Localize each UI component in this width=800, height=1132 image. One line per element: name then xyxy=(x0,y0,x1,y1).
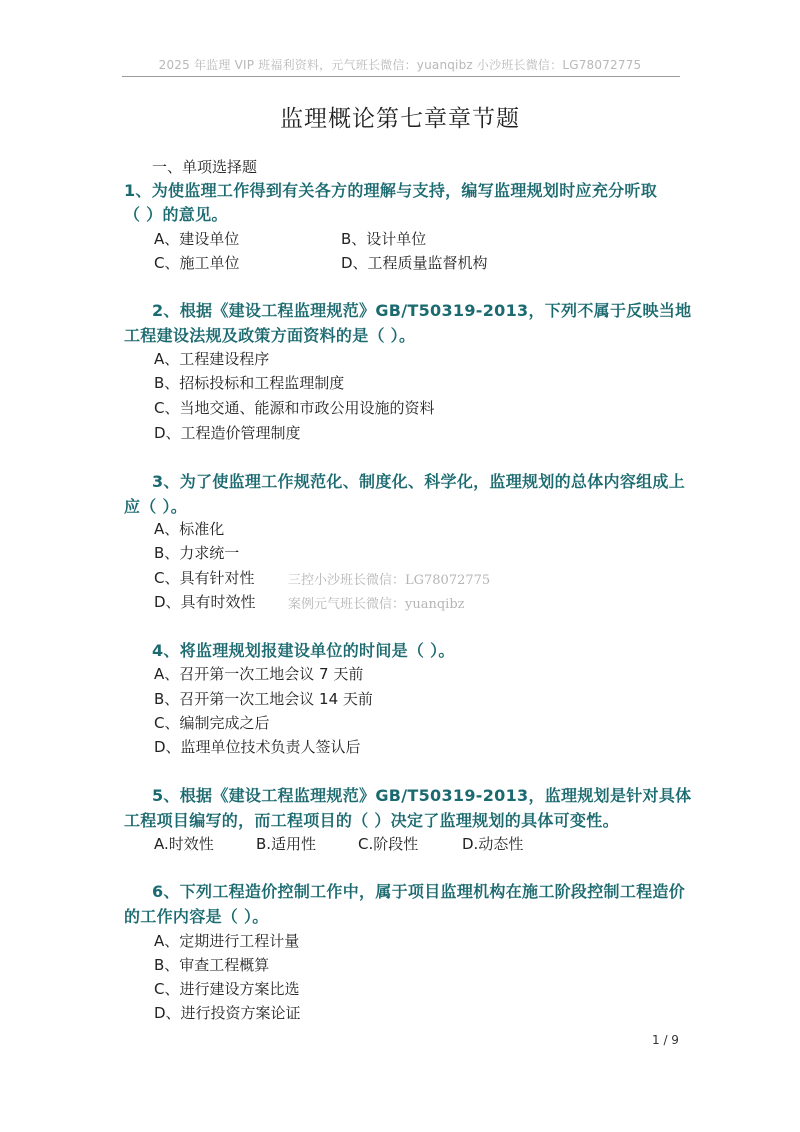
question-1-option-b: B、设计单位 xyxy=(341,230,427,248)
question-1-option-a: A、建设单位 xyxy=(154,230,240,248)
question-6-option-a: A、定期进行工程计量 xyxy=(154,932,300,950)
question-3-option-c: C、具有针对性 xyxy=(154,569,255,587)
question-3-line-1: 3、为了使监理工作规范化、制度化、科学化，监理规划的总体内容组成上 xyxy=(152,472,686,491)
watermark-text: 三控小沙班长微信：LG78072775 xyxy=(288,573,491,588)
header-divider xyxy=(122,76,680,77)
question-4-option-d: D、监理单位技术负责人签认后 xyxy=(154,738,361,756)
page-header-text: 2025 年监理 VIP 班福利资料，元气班长微信：yuanqibz 小沙班长微信：LG78072775 xyxy=(158,58,642,72)
question-2-line-2: 工程建设法规及政策方面资料的是（ ）。 xyxy=(124,326,416,345)
question-1-option-d: D、工程质量监督机构 xyxy=(341,254,488,272)
question-3-option-a: A、标准化 xyxy=(154,520,225,538)
question-3-option-d: D、具有时效性 xyxy=(154,593,256,611)
question-2-option-b: B、招标投标和工程监理制度 xyxy=(154,374,345,392)
question-2-option-c: C、当地交通、能源和市政公用设施的资料 xyxy=(154,399,435,417)
question-4-line-1: 4、将监理规划报建设单位的时间是（ ）。 xyxy=(152,641,455,660)
page-number: 1 / 9 xyxy=(652,1033,679,1047)
question-3-option-b: B、力求统一 xyxy=(154,544,240,562)
question-6-line-1: 6、下列工程造价控制工作中，属于项目监理机构在施工阶段控制工程造价 xyxy=(152,882,686,901)
question-6-line-2: 的工作内容是（ ）。 xyxy=(124,907,269,926)
question-1-option-c: C、施工单位 xyxy=(154,254,240,272)
question-5-line-1: 5、根据《建设工程监理规范》GB/T50319-2013，监理规划是针对具体 xyxy=(152,786,692,805)
question-5-option-b: B.适用性 xyxy=(256,835,317,853)
question-6-option-d: D、进行投资方案论证 xyxy=(154,1004,301,1022)
question-5-option-a: A.时效性 xyxy=(154,835,214,853)
question-1-line-1: 1、为使监理工作得到有关各方的理解与支持，编写监理规划时应充分听取 xyxy=(124,181,658,200)
question-5-line-2: 工程项目编写的，而工程项目的（ ）决定了监理规划的具体可变性。 xyxy=(124,811,619,830)
question-2-line-1: 2、根据《建设工程监理规范》GB/T50319-2013，下列不属于反映当地 xyxy=(152,301,692,320)
question-2-option-d: D、工程造价管理制度 xyxy=(154,424,301,442)
question-4-option-c: C、编制完成之后 xyxy=(154,714,270,732)
question-4-option-b: B、召开第一次工地会议 14 天前 xyxy=(154,690,373,708)
section-heading: 一、单项选择题 xyxy=(152,158,258,176)
question-4-option-a: A、召开第一次工地会议 7 天前 xyxy=(154,665,364,683)
question-6-option-b: B、审查工程概算 xyxy=(154,956,270,974)
question-6-option-c: C、进行建设方案比选 xyxy=(154,980,300,998)
question-2-option-a: A、工程建设程序 xyxy=(154,350,270,368)
question-3-line-2: 应（ ）。 xyxy=(124,497,188,516)
question-5-option-d: D.动态性 xyxy=(462,835,524,853)
watermark-text: 案例元气班长微信：yuanqibz xyxy=(288,597,465,612)
document-title: 监理概论第七章章节题 xyxy=(280,106,520,132)
question-1-line-2: （ ）的意见。 xyxy=(124,205,228,224)
question-5-option-c: C.阶段性 xyxy=(358,835,419,853)
